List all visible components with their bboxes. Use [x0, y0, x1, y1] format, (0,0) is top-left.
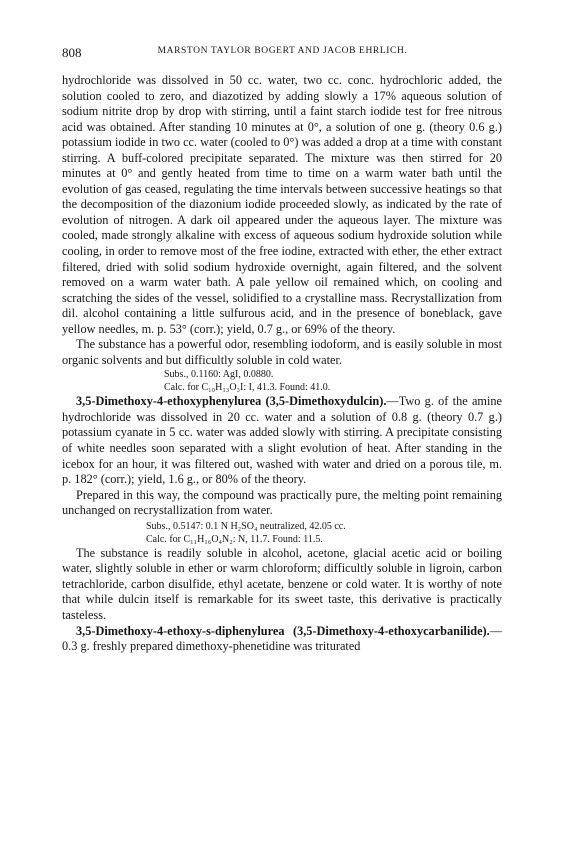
- page-number: 808: [62, 45, 82, 60]
- paragraph-dimethoxydulcin: [62, 394, 502, 487]
- paragraph-diazotization: hydrochloride was dissolved in 50 cc. water, two cc. conc. hydrochloric added, the solution cooled to zero, and diazotized by adding slowly a 17% aqueous solution of sodium nitrite drop by drop with stirring, until a faint starch iodide test for free nitrous acid was obtained. After standing 10 minutes at 0°, a solution of one g. (theory 0.6 g.) potassium iodide in two cc. water (cooled to 0°) was added a drop at a time with constant stirring. A buff-colored precipitate separated. The mixture was then stirred for 20 minutes at 0° and gently heated from time to time on a warm water bath until the evolution of gas ceased, regulating the time intervals between successive heatings so that the decomposition of the diazonium iodide proceeded slowly, as indicated by the rate of evolution of nitrogen. A dark oil appeared under the aqueous layer. The mixture was cooled, made strongly alkaline with excess of aqueous sodium hydroxide solution while cooling, in order to remove most of the free iodine, extracted with ether, the ether extract filtered, dried with solid sodium hydroxide overnight, again filtered, and the solvent removed on a warm water bath. A pale yellow oil remained which, on cooling and scratching the sides of the vessel, solidified to a crystalline mass. Recrystallization from dil. alcohol containing a little sulfurous acid, and in the presence of boneblack, gave yellow needles, m. p. 53° (corr.); yield, 0.7 g., or 69% of the theory.: [62, 73, 502, 336]
- paragraph-solubility: The substance is readily soluble in alcohol, acetone, glacial acetic acid or boiling water, slightly soluble in ether or warm chloroform; difficultly soluble in ligroin, carbon tetrachloride, carbon disulfide, ethyl acetate, benzene or cold water. It is worthy of note that while dulcin itself is remarkable for its sweet taste, this derivative is practically tasteless.: [62, 545, 502, 622]
- analysis-line: Subs., 0.5147: 0.1 N H₂SO₄ neutralized, 42.05 cc.: [146, 520, 346, 532]
- analysis-line: Calc. for C₁₁H₁₆O₄N₂: N, 11.7. Found: 11.5.: [146, 533, 323, 545]
- analysis-line: Calc. for C₁₀H₁₃O₃I: I, 41.3. Found: 41.0.: [164, 382, 331, 394]
- paragraph-purity: Prepared in this way, the compound was practically pure, the melting point remaining unchanged on recrystallization from water.: [62, 487, 502, 518]
- analysis-block-2: [62, 520, 502, 546]
- paragraph-text: —Two g. of the amine hydrochloride was dissolved in 20 cc. water and a solution of 0.8 g. (theory 0.7 g.) potassium cyanate in 5 cc. water was added slowly with stirring. A precipitate consisting of white needles soon separated with a slight evolution of heat. After standing in the icebox for an hour, it was filtered out, washed with water and dried on a porous tile, m. p. 182° (corr.); yield, 1.6 g., or 80% of the theory.: [62, 394, 502, 487]
- paragraph-properties: The substance has a powerful odor, resembling iodoform, and is easily soluble in most organic solvents and but difficultly soluble in cold water.: [62, 337, 502, 367]
- page-header: [62, 45, 503, 61]
- compound-heading: 3,5-Dimethoxy-4-ethoxy-s-diphenylurea (3,5-Dimethoxy-4-ethoxycarbanilide).: [76, 623, 490, 638]
- compound-heading: 3,5-Dimethoxy-4-ethoxyphenylurea (3,5-Dimethoxydulcin).: [76, 394, 387, 409]
- paragraph-text: —0.3 g. freshly prepared dimethoxy-phenetidine was triturated: [62, 623, 502, 654]
- running-head: MARSTON TAYLOR BOGERT AND JACOB EHRLICH.: [157, 46, 408, 56]
- analysis-line: Subs., 0.1160: AgI, 0.0880.: [164, 369, 274, 381]
- paragraph-diphenylurea: [62, 624, 502, 655]
- analysis-block-1: [62, 368, 502, 394]
- body-text: [62, 73, 502, 655]
